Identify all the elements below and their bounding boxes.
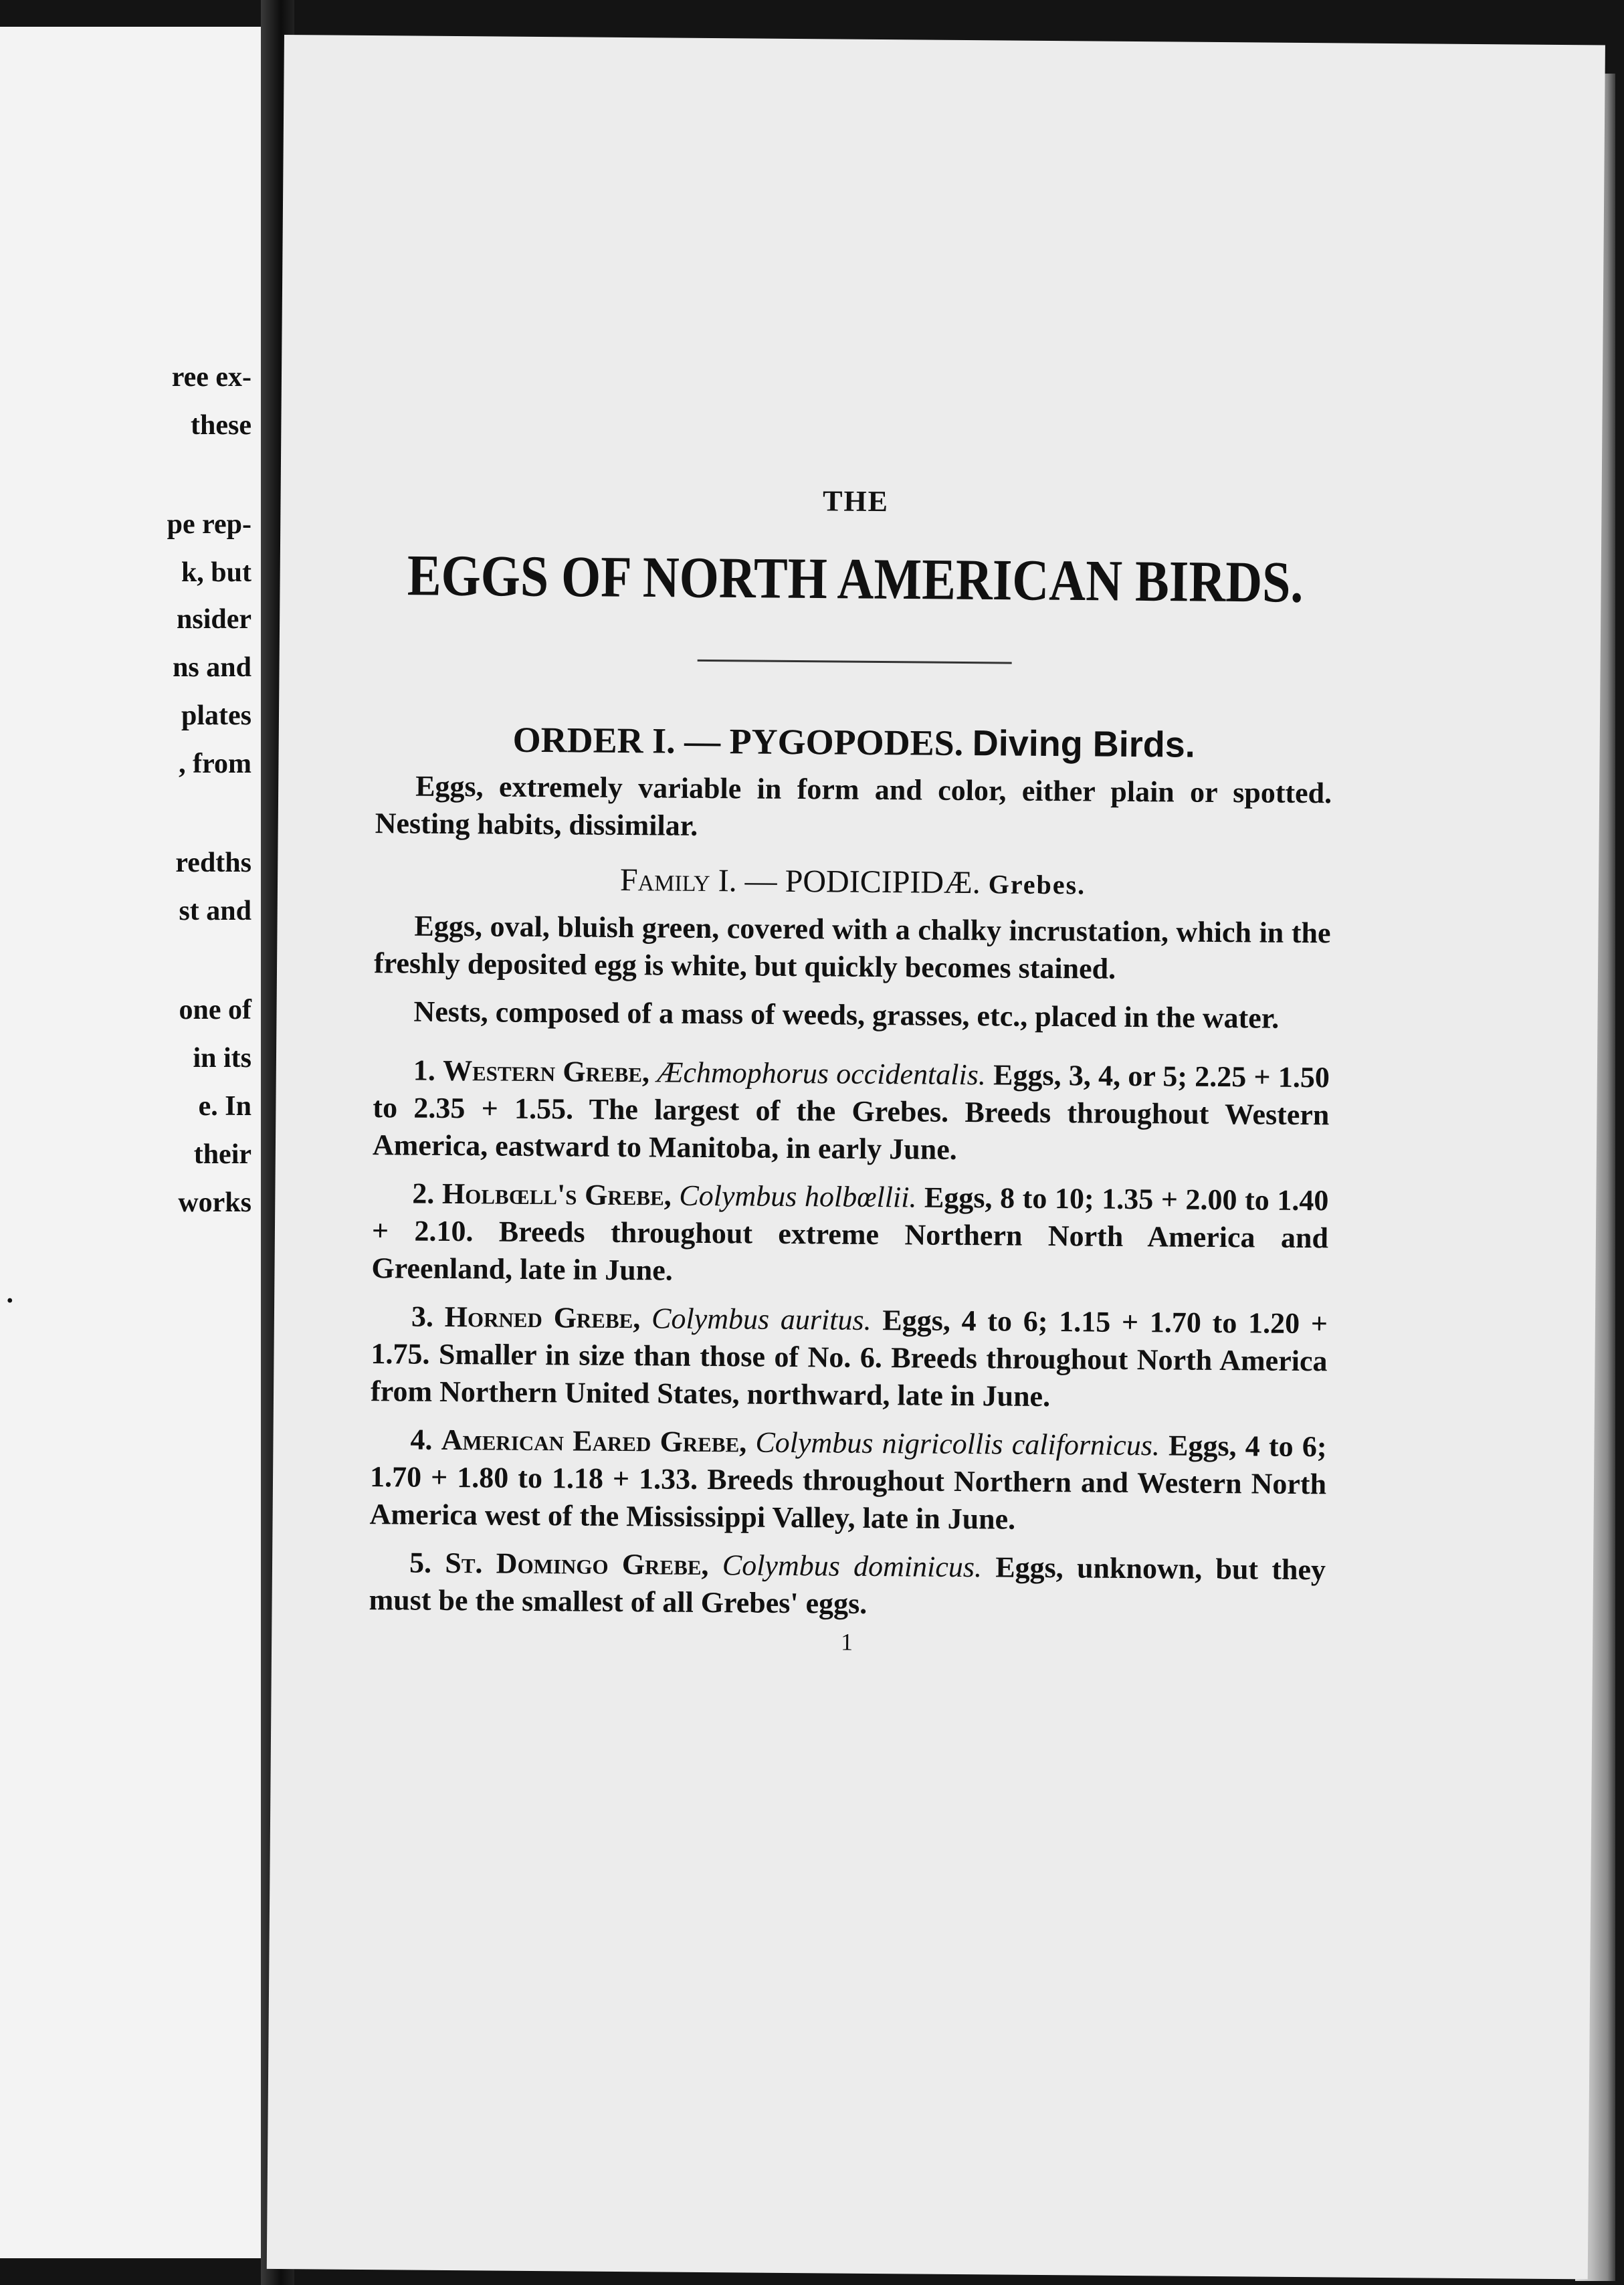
page-text-column: [369, 480, 1334, 1660]
species-number: 2.: [412, 1177, 435, 1210]
facing-page-left: [0, 27, 261, 2258]
species-description: Eggs, 4 to 6; 1.15 + 1.70 to 1.20 + 1.75. Smaller in size than those of No. 6. Breeds throughout North America from Northern United States, northward, late in June.: [370, 1304, 1328, 1413]
facing-page-text: plates: [181, 700, 251, 731]
species-common-name: St. Domingo Grebe,: [445, 1546, 709, 1582]
order-description: Eggs, extremely variable in form and color, either plain or spotted. Nesting habits, dissimilar.: [375, 769, 1332, 842]
facing-page-text: their: [193, 1139, 251, 1170]
facing-page-text: one of: [179, 995, 251, 1025]
species-entry: [371, 1298, 1328, 1417]
species-latin-name: Colymbus holbœllii.: [679, 1179, 917, 1214]
order-name: ORDER I. — PYGOPODES.: [512, 719, 964, 764]
species-latin-name: Æchmophorus occidentalis.: [657, 1056, 987, 1092]
species-description: Eggs, unknown, but they must be the smallest of all Grebes' eggs.: [369, 1551, 1326, 1620]
facing-page-text: in its: [193, 1043, 251, 1074]
title-article: THE: [822, 484, 890, 518]
family-eggs-description: Eggs, oval, bluish green, covered with a chalky incrustation, which in the freshly deposited egg is white, but quickly becomes stained.: [373, 909, 1331, 985]
species-description: Eggs, 8 to 10; 1.35 + 2.00 to 1.40 + 2.10. Breeds throughout extreme Northern North America and Greenland, late in June.: [371, 1181, 1329, 1287]
family-common-name: Grebes.: [988, 869, 1086, 900]
book-title: EGGS OF NORTH AMERICAN BIRDS.: [407, 543, 1304, 615]
species-latin-name: Colymbus nigricollis californicus.: [755, 1425, 1160, 1462]
species-number: 3.: [411, 1300, 434, 1333]
facing-page-text: pe rep-: [167, 509, 251, 540]
species-latin-name: Colymbus auritus.: [651, 1302, 872, 1336]
order-heading: [375, 718, 1332, 767]
species-common-name: Horned Grebe,: [444, 1300, 641, 1335]
facing-page-text: ns and: [173, 652, 251, 683]
family-heading: [375, 860, 1331, 904]
family-label: Family I. —: [619, 862, 777, 899]
species-number: 5.: [409, 1546, 432, 1579]
facing-page-text: st and: [179, 896, 251, 926]
order-common-name: Diving Birds.: [972, 723, 1195, 765]
species-entry: [371, 1175, 1328, 1294]
family-nests-description: Nests, composed of a mass of weeds, grasses, etc., placed in the water.: [413, 995, 1280, 1035]
family-name: PODICIPIDÆ.: [785, 863, 981, 901]
species-entry: [369, 1421, 1326, 1541]
facing-page-text: nsider: [176, 604, 251, 635]
facing-page-text: redths: [175, 848, 251, 878]
species-common-name: American Eared Grebe,: [441, 1423, 747, 1459]
species-latin-name: Colymbus dominicus.: [722, 1549, 983, 1584]
facing-page-text: these: [191, 410, 251, 441]
book-page: [267, 35, 1605, 2279]
page-number: 1: [840, 1628, 853, 1656]
facing-page-text: .: [6, 1278, 13, 1309]
species-description: Eggs, 4 to 6; 1.70 + 1.80 to 1.18 + 1.33. Breeds throughout Northern and Western North America west of the Mississippi Valley, late in June.: [369, 1429, 1327, 1536]
species-entry: [373, 1052, 1330, 1171]
facing-page-text: ree ex-: [171, 362, 251, 393]
species-common-name: Western Grebe,: [442, 1054, 650, 1089]
species-number: 1.: [413, 1054, 436, 1087]
title-rule: [698, 660, 1012, 664]
facing-page-text: e. In: [198, 1091, 251, 1122]
species-entry: [369, 1544, 1326, 1626]
species-common-name: Holbœll's Grebe,: [441, 1177, 672, 1212]
facing-page-text: works: [178, 1187, 251, 1218]
species-number: 4.: [410, 1423, 433, 1456]
species-description: Eggs, 3, 4, or 5; 2.25 + 1.50 to 2.35 + 1.55. The largest of the Grebes. Breeds throughout Western America, eastward to Manitoba, in early June.: [372, 1058, 1330, 1166]
facing-page-text: k, but: [181, 557, 251, 588]
facing-page-text: , from: [179, 749, 251, 779]
